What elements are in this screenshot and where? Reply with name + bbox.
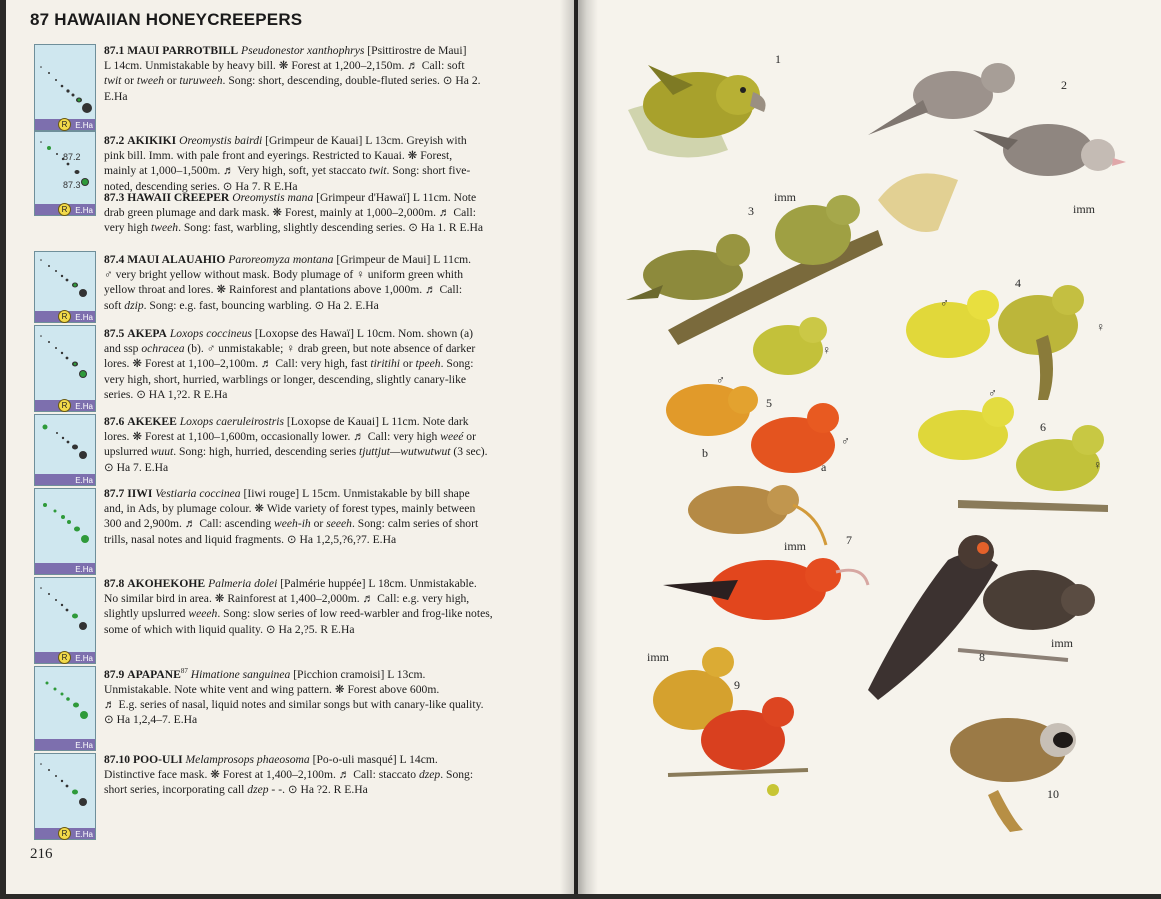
entry-line xyxy=(104,782,538,797)
bird-5-akepa xyxy=(666,317,839,473)
entry-line: ♬ E.g. series of nasal, liquid notes and similar songs but with canary-like quality. xyxy=(104,698,484,712)
call-text: tpeeh xyxy=(415,357,441,371)
plate-label-male: ♂ xyxy=(940,296,949,310)
entry-line: No similar bird in area. ❋ Rainforest at 1,400–2,000m. ♬ Call: e.g. very high, xyxy=(104,592,470,606)
plate-label-male: ♂ xyxy=(716,373,725,387)
bird-9-apapane xyxy=(653,647,808,796)
entry-text: [Po-o-uli masqué] L 14cm. xyxy=(309,753,438,766)
species-number: 87.2 xyxy=(104,134,125,147)
call-text: twit xyxy=(369,164,387,178)
rare-badge: R xyxy=(58,827,71,840)
entry-line xyxy=(104,444,538,459)
scientific-name: Paroreomyza montana xyxy=(228,253,334,266)
species-number: 87.9 xyxy=(104,667,125,681)
map-tag: E.Ha xyxy=(75,565,93,574)
bird-1-parrotbill xyxy=(628,65,766,158)
rare-badge: R xyxy=(58,310,71,323)
species-name: HAWAII CREEPER xyxy=(127,191,230,204)
plate-label-imm: imm xyxy=(784,539,807,553)
entry-line: and, in Ads, by plumage colour. ❋ Wide variety of forest types, mainly between xyxy=(104,502,476,516)
bird-10-poo-uli xyxy=(950,718,1076,832)
plate-label-female: ♀ xyxy=(822,343,831,357)
entry-line xyxy=(104,298,538,313)
entry-text: (b). ♂ unmistakable; ♀ drab green, but note absence of darker xyxy=(184,342,476,356)
book-gutter xyxy=(560,0,598,894)
entry-text: . Song: xyxy=(440,768,474,782)
birds-illustration xyxy=(578,0,1161,894)
entry-line xyxy=(104,341,538,356)
scientific-name: Himatione sanguinea xyxy=(190,667,291,681)
call-text: twit xyxy=(104,74,122,88)
entry-text: lores. ❋ Forest at 1,100–2,100m. ♬ Call: very high, fast xyxy=(104,357,371,371)
entry-line: Unmistakable. Note white vent and wing pattern. ❋ Forest above 600m. xyxy=(104,683,440,697)
entry-line: pink bill. Imm. with pale front and eyerings. Restricted to Kauai. ❋ Forest, xyxy=(104,149,453,163)
entry-line xyxy=(104,326,538,341)
scientific-name: Vestiaria coccinea xyxy=(155,487,241,500)
entry-line: drab green plumage and dark mask. ❋ Forest, mainly at 1,000–2,000m. ♬ Call: xyxy=(104,206,476,220)
species-number: 87.10 xyxy=(104,753,131,766)
rare-badge: R xyxy=(58,399,71,412)
entry-line xyxy=(104,486,538,501)
entry-text: [Grimpeur de Maui] L 11cm. xyxy=(333,253,472,266)
entry-line: L 14cm. Unmistakable by heavy bill. ❋ Forest at 1,200–2,150m. ♬ Call: soft xyxy=(104,59,465,73)
bird-8-akohekohe xyxy=(868,535,1095,700)
species-name: POO-ULI xyxy=(133,753,183,766)
entry-text: lores. ❋ Forest at 1,100–1,600m, occasionally lower. ♬ Call: very high xyxy=(104,430,441,444)
rare-badge: R xyxy=(58,651,71,664)
call-text: turuweeh xyxy=(179,74,223,88)
species-name: AKEKEE xyxy=(127,415,177,428)
entry-line xyxy=(104,414,538,429)
range-map-87-6 xyxy=(34,414,96,486)
call-text: tweeh xyxy=(151,221,179,235)
entry-text: or xyxy=(463,430,476,444)
plate-label-imm: imm xyxy=(1051,636,1074,650)
plate-label-male: ♂ xyxy=(841,434,850,448)
plate-label-imm: imm xyxy=(774,190,797,204)
entry-text: (3 sec). xyxy=(450,445,488,459)
plate-number-3: 3 xyxy=(748,204,754,218)
page-heading: 87 HAWAIIAN HONEYCREEPERS xyxy=(30,10,303,29)
entry-text: soft xyxy=(104,298,125,312)
species-entry-87-4 xyxy=(104,252,538,313)
entry-line xyxy=(104,429,538,444)
islands-graphic xyxy=(35,667,95,750)
species-name: AKEPA xyxy=(127,327,167,340)
map-label-87-2: 87.2 xyxy=(63,152,81,162)
entry-text: [Palmérie huppée] L 18cm. Unmistakable. xyxy=(277,577,477,590)
page-number: 216 xyxy=(30,846,53,862)
call-text: weeeh xyxy=(188,607,218,621)
map-tag: E.Ha xyxy=(75,654,93,663)
plate-label-female: ♀ xyxy=(1093,458,1102,472)
map-tag: E.Ha xyxy=(75,830,93,839)
species-number: 87.7 xyxy=(104,487,125,500)
species-number: 87.1 xyxy=(104,44,125,57)
species-number: 87.4 xyxy=(104,253,125,266)
map-tag: E.Ha xyxy=(75,402,93,411)
bird-illustration-plate xyxy=(578,0,1161,894)
call-text: tweeh xyxy=(136,74,164,88)
entry-text: mainly at 1,000–1,500m. ♬ Very high, soft, yet staccato xyxy=(104,164,370,178)
entry-text: upslurred xyxy=(104,445,151,459)
entry-line: very high, short, hurried, warblings or longer, descending, slightly canary-like xyxy=(104,372,467,386)
range-map-87-9 xyxy=(34,666,96,751)
map-tag: E.Ha xyxy=(75,741,93,750)
call-text: wuut xyxy=(150,445,174,459)
entry-text: [Grimpeur de Kauai] L 13cm. Greyish with xyxy=(262,134,467,147)
entry-line xyxy=(104,664,538,682)
entry-line xyxy=(104,252,538,267)
subspecies-name: ochracea xyxy=(141,342,185,356)
call-text: dzip xyxy=(124,298,144,312)
entry-text: short series, incorporating call xyxy=(104,783,248,797)
call-text: weeh-ih xyxy=(274,517,311,531)
map-tag: E.Ha xyxy=(75,476,93,485)
entry-line: some of which with liquid quality. ⊙ Ha 2,?5. R E.Ha xyxy=(104,622,355,636)
map-tag: E.Ha xyxy=(75,121,93,130)
plate-number-10: 10 xyxy=(1047,787,1059,801)
map-tag: E.Ha xyxy=(75,313,93,322)
entry-line xyxy=(104,73,538,88)
range-map-87-1 xyxy=(34,44,96,131)
entry-text: and ssp xyxy=(104,342,142,356)
plate-number-6: 6 xyxy=(1040,420,1046,434)
entry-text: Distinctive face mask. ❋ Forest at 1,400–2,100m. ♬ Call: staccato xyxy=(104,768,419,782)
entry-line xyxy=(104,220,538,235)
plate-label-b: b xyxy=(702,446,708,460)
species-entry-87-10 xyxy=(104,752,538,798)
plate-number-4: 4 xyxy=(1015,276,1021,290)
call-text: tiritihi xyxy=(370,357,400,371)
entry-line xyxy=(104,43,538,58)
entry-text: . Song: calm series of short xyxy=(351,517,479,531)
entry-line xyxy=(104,576,538,591)
scientific-name: Oreomystis bairdi xyxy=(179,134,263,147)
plate-label-a: a xyxy=(821,460,827,474)
plate-number-1: 1 xyxy=(775,52,781,66)
rare-badge: R xyxy=(58,118,71,131)
call-text: dzep - - xyxy=(247,783,283,797)
scientific-name: Loxops coccineus xyxy=(169,327,252,340)
call-text: weeé xyxy=(440,430,464,444)
bird-6-akekee xyxy=(918,397,1108,512)
call-text: seeeh xyxy=(326,517,352,531)
range-map-87-4 xyxy=(34,251,96,323)
entry-line xyxy=(104,752,538,767)
species-name: MAUI ALAUAHIO xyxy=(127,253,226,266)
species-name: APAPANE xyxy=(127,667,181,681)
entry-text: or xyxy=(400,357,416,371)
call-text: tjuttjut—wutwutwut xyxy=(359,445,451,459)
map-tag: E.Ha xyxy=(75,206,93,215)
entry-line: ⊙ Ha 1,2,4–7. E.Ha xyxy=(104,713,198,727)
bird-4-alauahio xyxy=(906,285,1084,400)
scientific-name: Melamprosops phaeosoma xyxy=(185,753,310,766)
species-entry-87-3 xyxy=(104,190,538,236)
islands-graphic xyxy=(35,489,95,574)
entry-text: very high xyxy=(104,221,152,235)
entry-text: [Picchion cramoisi] L 13cm. xyxy=(290,667,426,681)
species-number: 87.3 xyxy=(104,191,125,204)
plate-label-female: ♀ xyxy=(1096,320,1105,334)
entry-text: [Iiwi rouge] L 15cm. Unmistakable by bill shape xyxy=(240,487,470,500)
plate-label-imm: imm xyxy=(647,650,670,664)
entry-text: . Song: xyxy=(440,357,474,371)
entry-text: . ⊙ Ha ?2. R E.Ha xyxy=(282,783,368,797)
entry-text: . Song: slow series of low reed-warbler and frog-like notes, xyxy=(217,607,493,621)
entry-text: [Grimpeur d'Hawaï] L 11cm. Note xyxy=(313,191,477,204)
map-label-87-3: 87.3 xyxy=(63,180,81,190)
species-entry-87-6 xyxy=(104,414,538,475)
plate-number-2: 2 xyxy=(1061,78,1067,92)
footnote-ref: 87 xyxy=(180,667,188,675)
scientific-name: Oreomystis mana xyxy=(232,191,314,204)
range-map-87-5 xyxy=(34,325,96,412)
bird-3-hawaii-creeper xyxy=(626,195,883,345)
plate-label-imm: imm xyxy=(1073,202,1096,216)
species-entry-87-9 xyxy=(104,664,538,728)
entry-line xyxy=(104,767,538,782)
entry-text: [Loxopse de Kauai] L 11cm. Note dark xyxy=(283,415,469,428)
entry-text: or xyxy=(310,517,327,531)
range-map-87-8 xyxy=(34,577,96,664)
entry-text: or xyxy=(121,74,137,88)
species-entry-87-8 xyxy=(104,576,538,637)
range-map-87-7 xyxy=(34,488,96,575)
entry-line: E.Ha xyxy=(104,89,128,103)
scientific-name: Palmeria dolei xyxy=(208,577,278,590)
entry-text: slightly upslurred xyxy=(104,607,189,621)
entry-text: . Song: e.g. fast, bouncing warbling. ⊙ Ha 2. E.Ha xyxy=(143,298,379,312)
species-name: AKOHEKOHE xyxy=(127,577,206,590)
entry-line: yellow throat and lores. ❋ Rainforest and plantations above 1,000m. ♬ Call: xyxy=(104,283,463,297)
entry-line: ♂ very bright yellow without mask. Body plumage of ♀ uniform green whith xyxy=(104,268,464,282)
entry-text: [Loxopse des Hawaï] L 10cm. Nom. shown (a) xyxy=(251,327,474,340)
entry-line xyxy=(104,516,538,531)
entry-text: or xyxy=(163,74,180,88)
plate-number-5: 5 xyxy=(766,396,772,410)
plate-number-9: 9 xyxy=(734,678,740,692)
entry-line xyxy=(104,190,538,205)
entry-text: . Song: short, descending, double-fluted series. ⊙ Ha 2. xyxy=(222,74,481,88)
species-entry-87-1 xyxy=(104,43,538,104)
bird-7-iiwi xyxy=(663,485,868,620)
plate-number-7: 7 xyxy=(846,533,852,547)
entry-line: noted, descending series. ⊙ Ha 7. R E.Ha xyxy=(104,179,298,193)
entry-line: trills, nasal notes and liquid fragments. ⊙ Ha 1,2,5,?6,?7. E.Ha xyxy=(104,532,397,546)
call-text: dzep xyxy=(418,768,441,782)
entry-text: . Song: fast, warbling, slightly descending series. ⊙ Ha 1. R E.Ha xyxy=(178,221,484,235)
plate-number-8: 8 xyxy=(979,650,985,664)
plate-label-male: ♂ xyxy=(988,386,997,400)
entry-text: 300 and 2,900m. ♬ Call: ascending xyxy=(104,517,275,531)
species-entry-87-2 xyxy=(104,133,538,194)
rare-badge: R xyxy=(58,203,71,216)
species-number: 87.8 xyxy=(104,577,125,590)
entry-line xyxy=(104,163,538,178)
entry-line xyxy=(104,356,538,371)
scientific-name: Loxops caeruleirostris xyxy=(179,415,284,428)
entry-line: ⊙ Ha 7. E.Ha xyxy=(104,460,169,474)
species-name: IIWI xyxy=(127,487,153,500)
species-entry-87-5 xyxy=(104,326,538,402)
species-number: 87.6 xyxy=(104,415,125,428)
species-name: AKIKIKI xyxy=(127,134,177,147)
species-number: 87.5 xyxy=(104,327,125,340)
range-map-87-2-87-3 xyxy=(34,131,96,216)
species-entry-87-7 xyxy=(104,486,538,547)
scientific-name: Pseudonestor xanthophrys xyxy=(241,44,365,57)
entry-text: . Song: high, hurried, descending series xyxy=(173,445,360,459)
range-map-87-10 xyxy=(34,753,96,840)
entry-line: series. ⊙ HA 1,?2. R E.Ha xyxy=(104,387,228,401)
entry-line xyxy=(104,606,538,621)
species-name: MAUI PARROTBILL xyxy=(127,44,239,57)
entry-text: [Psittirostre de Maui] xyxy=(364,44,467,57)
entry-text: . Song: short five- xyxy=(386,164,471,178)
entry-line xyxy=(104,133,538,148)
